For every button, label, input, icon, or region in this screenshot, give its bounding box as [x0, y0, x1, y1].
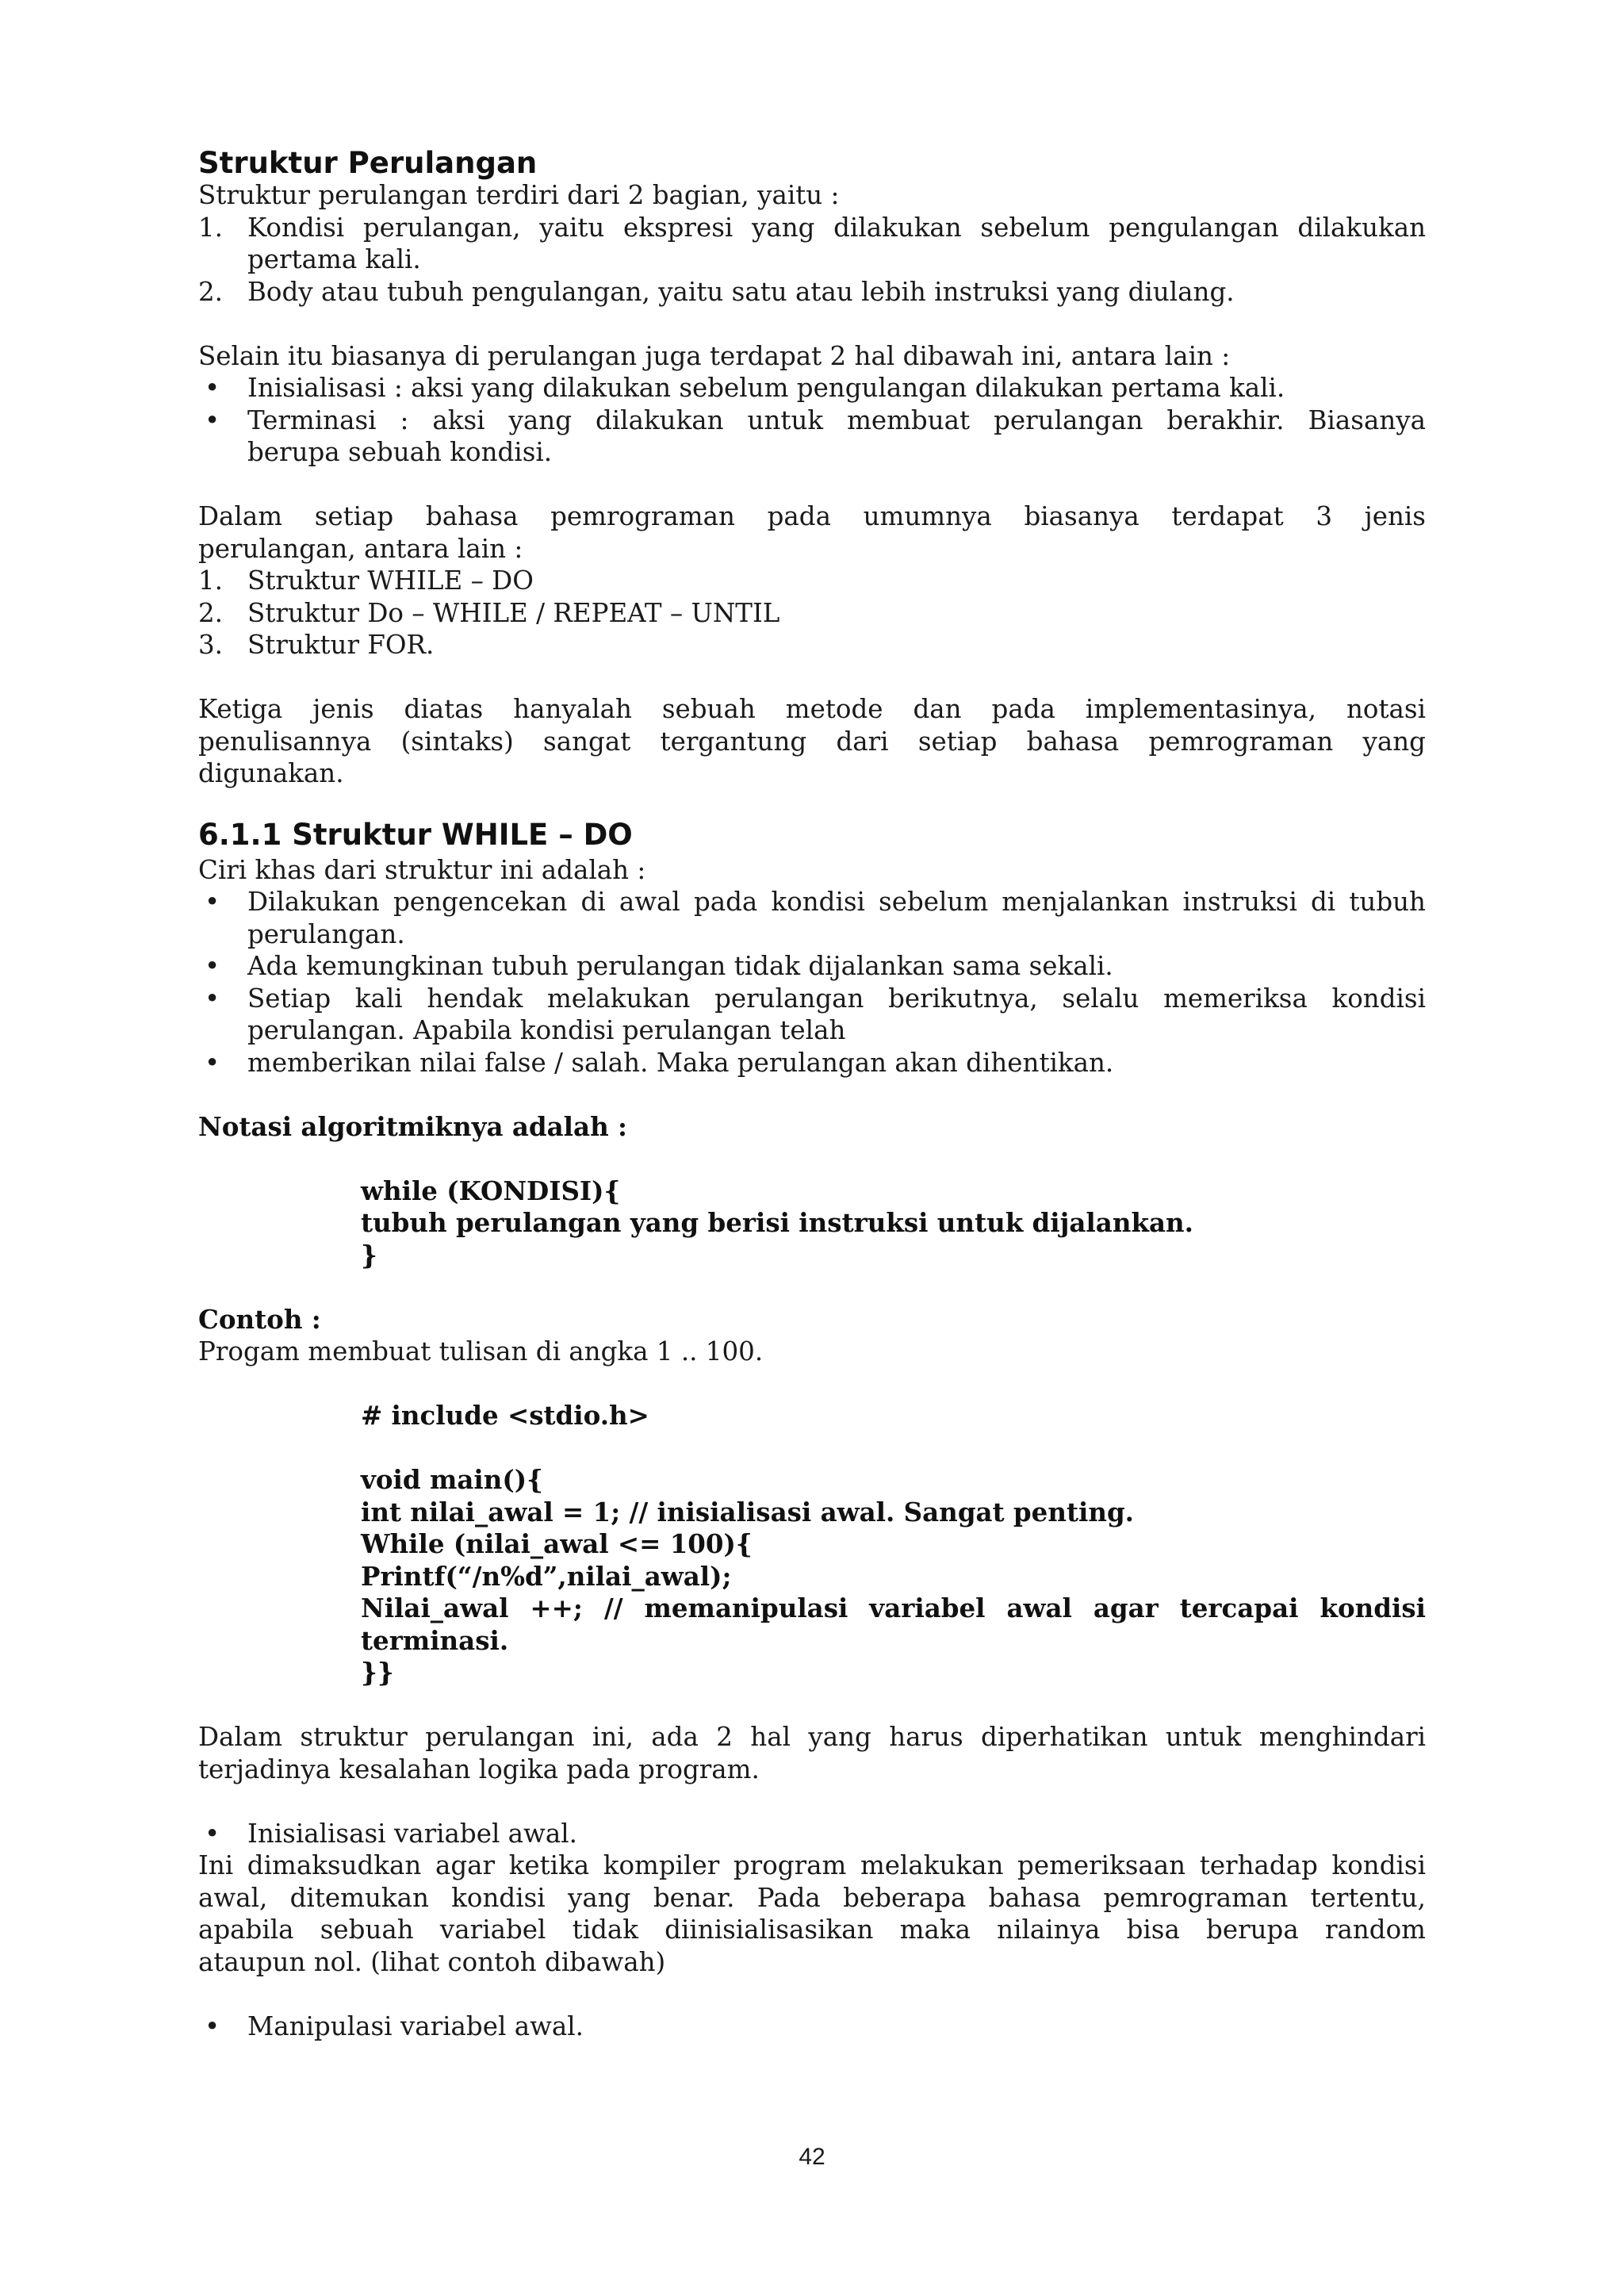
- item-text: Dilakukan pengencekan di awal pada kondisi sebelum menjalankan instruksi di tubuh: [247, 887, 1426, 917]
- item-text: Struktur Do – WHILE / REPEAT – UNTIL: [247, 597, 780, 628]
- list-item: [198, 372, 1426, 404]
- notasi-code-block: [198, 1175, 1426, 1272]
- item-text: Setiap kali hendak melakukan perulangan berikutnya, selalu memeriksa kondisi: [247, 983, 1426, 1014]
- code-line: }}: [361, 1657, 394, 1688]
- paragraph-line: Dalam struktur perulangan ini, ada 2 hal yang harus diperhatikan untuk menghindari: [198, 1722, 1426, 1752]
- bullet-icon: •: [205, 1818, 220, 1849]
- item-text-cont: berupa sebuah kondisi.: [247, 437, 553, 467]
- ciri-intro: Ciri khas dari struktur ini adalah :: [198, 854, 646, 885]
- code-line: # include <stdio.h>: [361, 1400, 649, 1431]
- paragraph-line: awal, ditemukan kondisi yang benar. Pada beberapa bahasa pemrograman tertentu,: [198, 1882, 1426, 1913]
- item-number: 2.: [198, 276, 224, 307]
- paragraph-line: penulisannya (sintaks) sangat tergantung dari setiap bahasa pemrograman yang: [198, 726, 1426, 757]
- bullet-icon: •: [205, 951, 220, 981]
- bullet-icon: •: [205, 983, 220, 1014]
- types-intro-cont: perulangan, antara lain :: [198, 533, 523, 564]
- item-number: 1.: [198, 212, 224, 243]
- paragraph-line: digunakan.: [198, 758, 344, 788]
- item-text: Ada kemungkinan tubuh perulangan tidak dijalankan sama sekali.: [247, 951, 1113, 981]
- init-bullet: [198, 1818, 1426, 1850]
- item-text: Struktur WHILE – DO: [247, 565, 534, 596]
- item-text-cont: pertama kali.: [247, 244, 421, 274]
- item-number: 3.: [198, 630, 224, 660]
- item-text: Struktur FOR.: [247, 630, 435, 660]
- list-item: [198, 404, 1426, 469]
- list-item: [198, 629, 1426, 661]
- list-item: [198, 565, 1426, 597]
- bullet-icon: •: [205, 2010, 220, 2041]
- item-text: Terminasi : aksi yang dilakukan untuk membuat perulangan berakhir. Biasanya: [247, 404, 1426, 435]
- code-line: int nilai_awal = 1; // inisialisasi awal. Sangat penting.: [361, 1496, 1134, 1527]
- list-item: [198, 597, 1426, 630]
- page-number: 42: [799, 2144, 825, 2170]
- item-text: Inisialisasi variabel awal.: [247, 1818, 577, 1849]
- code-line: void main(){: [361, 1464, 544, 1495]
- paragraph-line: ataupun nol. (lihat contoh dibawah): [198, 1946, 666, 1977]
- list-item: [198, 950, 1426, 983]
- item-number: 1.: [198, 565, 224, 596]
- item-text: Manipulasi variabel awal.: [247, 2010, 584, 2041]
- extra-list: [198, 372, 1426, 469]
- item-text-cont: perulangan. Apabila kondisi perulangan telah: [247, 1015, 846, 1045]
- item-text: Inisialisasi : aksi yang dilakukan sebelum pengulangan dilakukan pertama kali.: [247, 373, 1285, 403]
- code-line: }: [361, 1239, 377, 1271]
- list-item: [198, 886, 1426, 950]
- bullet-icon: •: [205, 404, 220, 435]
- ciri-list: [198, 886, 1426, 1079]
- bullet-icon: •: [205, 887, 220, 917]
- bullet-icon: •: [205, 373, 220, 403]
- intro-text: Struktur perulangan terdiri dari 2 bagian, yaitu :: [198, 180, 840, 210]
- code-line: Printf(“/n%d”,nilai_awal);: [361, 1560, 732, 1592]
- parts-list: [198, 212, 1426, 309]
- paragraph-line: terjadinya kesalahan logika pada program.: [198, 1754, 760, 1784]
- list-item: [198, 212, 1426, 276]
- list-item: [198, 1047, 1426, 1079]
- code-line: terminasi.: [361, 1624, 509, 1656]
- list-item: [198, 983, 1426, 1047]
- item-number: 2.: [198, 597, 224, 628]
- code-line: tubuh perulangan yang berisi instruksi untuk dijalankan.: [361, 1207, 1193, 1238]
- contoh-desc: Progam membuat tulisan di angka 1 .. 100.: [198, 1336, 764, 1366]
- extra-intro: Selain itu biasanya di perulangan juga terdapat 2 hal dibawah ini, antara lain :: [198, 340, 1231, 371]
- paragraph-line: Ketiga jenis diatas hanyalah sebuah metode dan pada implementasinya, notasi: [198, 694, 1426, 724]
- notasi-label: Notasi algoritmiknya adalah :: [198, 1110, 628, 1142]
- code-line: while (KONDISI){: [361, 1175, 621, 1206]
- section-title: Struktur Perulangan: [198, 146, 538, 180]
- types-intro: Dalam setiap bahasa pemrograman pada umumnya biasanya terdapat 3 jenis: [198, 501, 1426, 531]
- list-item: [198, 276, 1426, 309]
- contoh-label: Contoh :: [198, 1303, 321, 1335]
- item-text: Body atau tubuh pengulangan, yaitu satu atau lebih instruksi yang diulang.: [247, 276, 1235, 307]
- manip-bullet: [198, 2010, 1426, 2043]
- list-item: [198, 2010, 1426, 2043]
- bullet-icon: •: [205, 1047, 220, 1078]
- item-text: Kondisi perulangan, yaitu ekspresi yang dilakukan sebelum pengulangan dilakukan: [247, 212, 1426, 243]
- types-list: [198, 565, 1426, 661]
- document-page: [198, 148, 1426, 2042]
- subsection-title: 6.1.1 Struktur WHILE – DO: [198, 817, 633, 852]
- item-text: memberikan nilai false / salah. Maka perulangan akan dihentikan.: [247, 1047, 1114, 1078]
- paragraph-line: apabila sebuah variabel tidak diinisialisasikan maka nilainya bisa berupa random: [198, 1915, 1426, 1945]
- code-line: Nilai_awal ++; // memanipulasi variabel awal agar tercapai kondisi: [361, 1593, 1426, 1623]
- paragraph-line: Ini dimaksudkan agar ketika kompiler program melakukan pemeriksaan terhadap kondisi: [198, 1850, 1426, 1880]
- list-item: [198, 1818, 1426, 1850]
- item-text-cont: perulangan.: [247, 918, 405, 949]
- code-line: While (nilai_awal <= 100){: [361, 1528, 753, 1559]
- example-code-block: [198, 1400, 1426, 1689]
